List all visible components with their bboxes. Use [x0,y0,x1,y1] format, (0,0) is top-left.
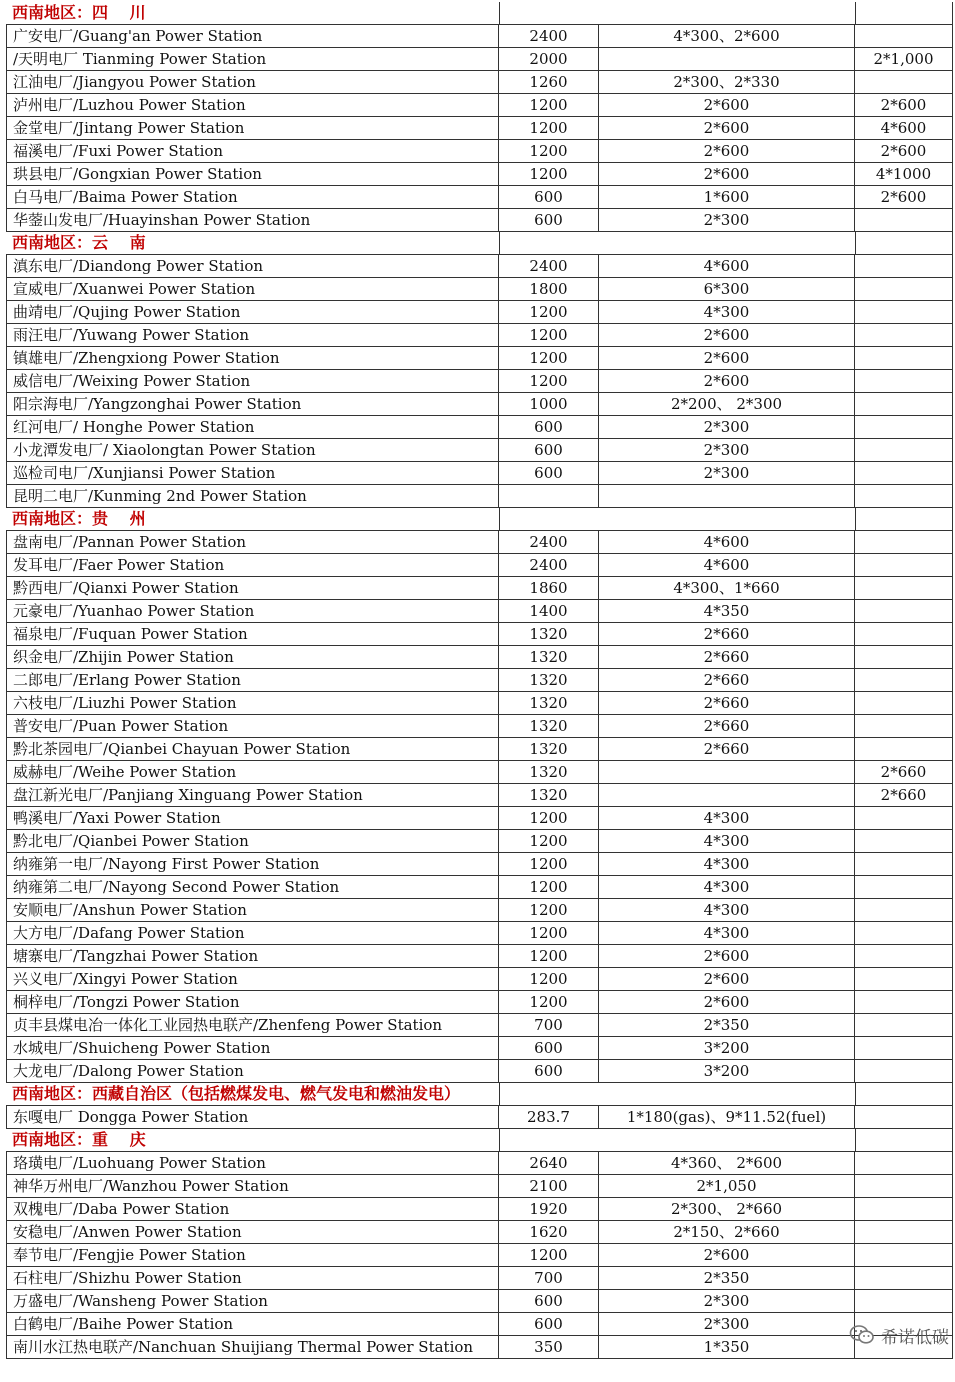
capacity-cell: 1200 [499,301,599,323]
unit-config-cell: 2*350 [599,1014,855,1036]
station-name-cell: 纳雍第二电厂/Nayong Second Power Station [6,876,499,898]
table-row [6,416,953,439]
table-row [6,186,953,209]
table-row [6,209,953,232]
table-row [6,761,953,784]
planned-units-cell [855,209,953,231]
planned-units-cell: 2*660 [855,761,953,783]
table-row [6,255,953,278]
unit-config-cell [599,485,855,507]
capacity-cell: 1200 [499,945,599,967]
station-name-cell: 双槐电厂/Daba Power Station [6,1198,499,1220]
table-row [6,48,953,71]
capacity-cell: 1200 [499,899,599,921]
station-name-cell: 昆明二电厂/Kunming 2nd Power Station [6,485,499,507]
capacity-cell: 1320 [499,784,599,806]
table-row [6,301,953,324]
planned-units-cell [855,577,953,599]
capacity-cell: 1320 [499,715,599,737]
unit-config-cell: 2*600 [599,140,855,162]
station-name-cell: 黔北茶园电厂/Qianbei Chayuan Power Station [6,738,499,760]
section-title: 西南地区：云 南 [12,233,146,252]
station-name-cell: 大方电厂/Dafang Power Station [6,922,499,944]
station-name-cell: 红河电厂/ Honghe Power Station [6,416,499,438]
unit-config-cell: 2*300 [599,462,855,484]
unit-config-cell: 4*600 [599,531,855,553]
capacity-cell: 350 [499,1336,599,1358]
unit-config-cell: 2*600 [599,94,855,116]
table-row [6,163,953,186]
table-row [6,1037,953,1060]
unit-config-cell: 2*660 [599,646,855,668]
unit-config-cell: 2*600 [599,945,855,967]
table-row [6,577,953,600]
planned-units-cell [855,853,953,875]
planned-units-cell [855,1198,953,1220]
capacity-cell: 1320 [499,623,599,645]
unit-config-cell: 2*600 [599,968,855,990]
station-name-cell: 盘江新光电厂/Panjiang Xinguang Power Station [6,784,499,806]
table-row [6,324,953,347]
station-name-cell: 珞璜电厂/Luohuang Power Station [6,1152,499,1174]
capacity-cell: 600 [499,462,599,484]
table-row [6,117,953,140]
planned-units-cell [855,439,953,461]
unit-config-cell: 2*350 [599,1267,855,1289]
capacity-cell: 1320 [499,738,599,760]
station-name-cell: 水城电厂/Shuicheng Power Station [6,1037,499,1059]
table-row [6,485,953,508]
station-name-cell: 普安电厂/Puan Power Station [6,715,499,737]
unit-config-cell: 2*660 [599,715,855,737]
section-title: 西南地区：四 川 [12,3,146,22]
capacity-cell: 1200 [499,1244,599,1266]
capacity-cell: 2400 [499,531,599,553]
capacity-cell: 1320 [499,669,599,691]
station-name-cell: 奉节电厂/Fengjie Power Station [6,1244,499,1266]
capacity-cell: 1200 [499,140,599,162]
section-header [6,1083,953,1106]
station-name-cell: 兴义电厂/Xingyi Power Station [6,968,499,990]
unit-config-cell: 4*300、1*660 [599,577,855,599]
section-header [6,508,953,531]
station-name-cell: 六枝电厂/Liuzhi Power Station [6,692,499,714]
table-row [6,439,953,462]
station-name-cell: 宣威电厂/Xuanwei Power Station [6,278,499,300]
column-divider [499,232,500,254]
unit-config-cell: 2*300 [599,439,855,461]
capacity-cell [499,485,599,507]
planned-units-cell [855,1014,953,1036]
station-name-cell: 泸州电厂/Luzhou Power Station [6,94,499,116]
column-divider [952,2,953,24]
planned-units-cell: 2*1,000 [855,48,953,70]
table-row [6,278,953,301]
table-row [6,1152,953,1175]
unit-config-cell: 2*300 [599,416,855,438]
column-divider [952,1083,953,1105]
wechat-icon [849,1324,875,1346]
capacity-cell: 1200 [499,853,599,875]
station-name-cell: 小龙潭发电厂/ Xiaolongtan Power Station [6,439,499,461]
planned-units-cell [855,1106,953,1128]
capacity-cell: 2100 [499,1175,599,1197]
unit-config-cell: 4*300 [599,830,855,852]
section-title: 西南地区：贵 州 [12,509,146,528]
table-row [6,1244,953,1267]
planned-units-cell: 2*600 [855,94,953,116]
capacity-cell: 700 [499,1267,599,1289]
capacity-cell: 283.7 [499,1106,599,1128]
planned-units-cell: 4*1000 [855,163,953,185]
unit-config-cell: 4*360、 2*600 [599,1152,855,1174]
capacity-cell: 1200 [499,324,599,346]
column-divider [855,232,856,254]
table-row [6,945,953,968]
table-row [6,876,953,899]
section-header [6,2,953,25]
unit-config-cell: 4*300、2*600 [599,25,855,47]
capacity-cell: 1200 [499,830,599,852]
station-name-cell: 神华万州电厂/Wanzhou Power Station [6,1175,499,1197]
capacity-cell: 1200 [499,807,599,829]
planned-units-cell [855,347,953,369]
planned-units-cell: 2*600 [855,140,953,162]
capacity-cell: 600 [499,1060,599,1082]
column-divider [855,2,856,24]
planned-units-cell [855,692,953,714]
planned-units-cell [855,531,953,553]
watermark [849,1322,949,1348]
capacity-cell: 1320 [499,646,599,668]
table-row [6,531,953,554]
table-row [6,646,953,669]
planned-units-cell [855,876,953,898]
section-header [6,232,953,255]
table-row [6,807,953,830]
planned-units-cell [855,71,953,93]
station-name-cell: 滇东电厂/Diandong Power Station [6,255,499,277]
column-divider [499,508,500,530]
station-name-cell: 纳雍第一电厂/Nayong First Power Station [6,853,499,875]
planned-units-cell [855,968,953,990]
station-name-cell: 南川水江热电联产/Nanchuan Shuijiang Thermal Power Station [6,1336,499,1358]
watermark-text: 希诺低碳 [881,1327,949,1348]
table-row [6,347,953,370]
capacity-cell: 1200 [499,347,599,369]
power-station-table [6,2,953,1359]
planned-units-cell [855,1037,953,1059]
station-name-cell: 鸭溪电厂/Yaxi Power Station [6,807,499,829]
unit-config-cell: 4*600 [599,255,855,277]
unit-config-cell: 2*660 [599,738,855,760]
table-row [6,462,953,485]
unit-config-cell: 2*150、2*660 [599,1221,855,1243]
unit-config-cell: 4*350 [599,600,855,622]
capacity-cell: 1200 [499,922,599,944]
planned-units-cell [855,370,953,392]
table-row [6,1290,953,1313]
capacity-cell: 1200 [499,876,599,898]
planned-units-cell [855,922,953,944]
planned-units-cell [855,393,953,415]
table-row [6,393,953,416]
unit-config-cell: 4*300 [599,301,855,323]
unit-config-cell: 2*300 [599,1290,855,1312]
table-row [6,899,953,922]
planned-units-cell: 4*600 [855,117,953,139]
capacity-cell: 700 [499,1014,599,1036]
station-name-cell: 金堂电厂/Jintang Power Station [6,117,499,139]
unit-config-cell: 2*300、 2*660 [599,1198,855,1220]
planned-units-cell [855,623,953,645]
station-name-cell: 黔西电厂/Qianxi Power Station [6,577,499,599]
station-name-cell: 福溪电厂/Fuxi Power Station [6,140,499,162]
unit-config-cell: 2*660 [599,669,855,691]
planned-units-cell [855,1175,953,1197]
unit-config-cell: 2*200、 2*300 [599,393,855,415]
planned-units-cell: 2*660 [855,784,953,806]
table-row [6,600,953,623]
unit-config-cell [599,761,855,783]
capacity-cell: 1800 [499,278,599,300]
capacity-cell: 1200 [499,370,599,392]
column-divider [499,1129,500,1151]
capacity-cell: 1200 [499,94,599,116]
capacity-cell: 1920 [499,1198,599,1220]
station-name-cell: 盘南电厂/Pannan Power Station [6,531,499,553]
table-row [6,830,953,853]
planned-units-cell [855,738,953,760]
table-row [6,1267,953,1290]
column-divider [855,1083,856,1105]
planned-units-cell [855,899,953,921]
station-name-cell: 广安电厂/Guang'an Power Station [6,25,499,47]
station-name-cell: 威信电厂/Weixing Power Station [6,370,499,392]
table-row [6,1221,953,1244]
capacity-cell: 600 [499,186,599,208]
column-divider [952,508,953,530]
table-row [6,554,953,577]
capacity-cell: 1320 [499,692,599,714]
unit-config-cell: 2*600 [599,324,855,346]
station-name-cell: 二郎电厂/Erlang Power Station [6,669,499,691]
column-divider [499,2,500,24]
planned-units-cell [855,991,953,1013]
column-divider [855,1129,856,1151]
planned-units-cell [855,554,953,576]
station-name-cell: 雨汪电厂/Yuwang Power Station [6,324,499,346]
station-name-cell: 珙县电厂/Gongxian Power Station [6,163,499,185]
unit-config-cell: 6*300 [599,278,855,300]
unit-config-cell: 1*350 [599,1336,855,1358]
table-row [6,25,953,48]
unit-config-cell: 2*660 [599,692,855,714]
station-name-cell: 华蓥山发电厂/Huayinshan Power Station [6,209,499,231]
station-name-cell: 东嘎电厂 Dongga Power Station [6,1106,499,1128]
unit-config-cell: 2*600 [599,370,855,392]
station-name-cell: 石柱电厂/Shizhu Power Station [6,1267,499,1289]
table-row [6,1060,953,1083]
unit-config-cell: 2*300 [599,1313,855,1335]
capacity-cell: 1200 [499,968,599,990]
unit-config-cell: 4*300 [599,876,855,898]
capacity-cell: 2640 [499,1152,599,1174]
station-name-cell: 贞丰县煤电冶一体化工业园热电联产/Zhenfeng Power Station [6,1014,499,1036]
unit-config-cell: 1*180(gas)、9*11.52(fuel) [599,1106,855,1128]
capacity-cell: 1200 [499,991,599,1013]
station-name-cell: 江油电厂/Jiangyou Power Station [6,71,499,93]
capacity-cell: 1260 [499,71,599,93]
station-name-cell: 大龙电厂/Dalong Power Station [6,1060,499,1082]
table-row [6,623,953,646]
planned-units-cell [855,945,953,967]
unit-config-cell: 3*200 [599,1060,855,1082]
capacity-cell: 600 [499,1290,599,1312]
capacity-cell: 2000 [499,48,599,70]
capacity-cell: 1200 [499,117,599,139]
unit-config-cell: 2*600 [599,347,855,369]
capacity-cell: 600 [499,1037,599,1059]
column-divider [499,1083,500,1105]
unit-config-cell: 2*300 [599,209,855,231]
unit-config-cell: 4*300 [599,807,855,829]
planned-units-cell [855,255,953,277]
planned-units-cell [855,669,953,691]
station-name-cell: 白马电厂/Baima Power Station [6,186,499,208]
column-divider [952,232,953,254]
station-name-cell: 万盛电厂/Wansheng Power Station [6,1290,499,1312]
capacity-cell: 600 [499,439,599,461]
unit-config-cell: 2*600 [599,991,855,1013]
column-divider [855,508,856,530]
section-header [6,1129,953,1152]
capacity-cell: 1620 [499,1221,599,1243]
planned-units-cell [855,301,953,323]
planned-units-cell [855,715,953,737]
unit-config-cell: 2*600 [599,1244,855,1266]
table-row [6,669,953,692]
planned-units-cell [855,25,953,47]
unit-config-cell: 2*300、2*330 [599,71,855,93]
unit-config-cell: 1*600 [599,186,855,208]
unit-config-cell: 4*300 [599,899,855,921]
capacity-cell: 1400 [499,600,599,622]
unit-config-cell: 4*300 [599,922,855,944]
station-name-cell: 曲靖电厂/Qujing Power Station [6,301,499,323]
unit-config-cell: 4*300 [599,853,855,875]
table-row [6,784,953,807]
capacity-cell: 600 [499,1313,599,1335]
station-name-cell: 元豪电厂/Yuanhao Power Station [6,600,499,622]
planned-units-cell [855,1152,953,1174]
station-name-cell: 镇雄电厂/Zhengxiong Power Station [6,347,499,369]
unit-config-cell: 3*200 [599,1037,855,1059]
station-name-cell: 发耳电厂/Faer Power Station [6,554,499,576]
planned-units-cell [855,278,953,300]
table-row [6,715,953,738]
table-row [6,991,953,1014]
station-name-cell: 织金电厂/Zhijin Power Station [6,646,499,668]
table-row [6,1336,953,1359]
capacity-cell: 2400 [499,25,599,47]
table-row [6,140,953,163]
planned-units-cell [855,416,953,438]
table-row [6,738,953,761]
planned-units-cell: 2*600 [855,186,953,208]
table-row [6,968,953,991]
capacity-cell: 1200 [499,163,599,185]
planned-units-cell [855,830,953,852]
capacity-cell: 600 [499,416,599,438]
station-name-cell: 威赫电厂/Weihe Power Station [6,761,499,783]
station-name-cell: /天明电厂 Tianming Power Station [6,48,499,70]
station-name-cell: 桐梓电厂/Tongzi Power Station [6,991,499,1013]
table-row [6,370,953,393]
planned-units-cell [855,1060,953,1082]
planned-units-cell [855,1244,953,1266]
station-name-cell: 福泉电厂/Fuquan Power Station [6,623,499,645]
table-row [6,853,953,876]
planned-units-cell [855,1267,953,1289]
table-row [6,1175,953,1198]
planned-units-cell [855,462,953,484]
unit-config-cell [599,784,855,806]
station-name-cell: 阳宗海电厂/Yangzonghai Power Station [6,393,499,415]
capacity-cell: 2400 [499,255,599,277]
planned-units-cell [855,1290,953,1312]
capacity-cell: 1860 [499,577,599,599]
station-name-cell: 巡检司电厂/Xunjiansi Power Station [6,462,499,484]
table-row [6,94,953,117]
station-name-cell: 安顺电厂/Anshun Power Station [6,899,499,921]
unit-config-cell: 4*600 [599,554,855,576]
table-row [6,922,953,945]
section-title: 西南地区：重 庆 [12,1130,146,1149]
capacity-cell: 2400 [499,554,599,576]
table-row [6,1198,953,1221]
table-row [6,71,953,94]
unit-config-cell: 2*660 [599,623,855,645]
unit-config-cell: 2*1,050 [599,1175,855,1197]
table-row [6,1106,953,1129]
unit-config-cell [599,48,855,70]
planned-units-cell [855,807,953,829]
station-name-cell: 安稳电厂/Anwen Power Station [6,1221,499,1243]
table-row [6,692,953,715]
column-divider [952,1129,953,1151]
station-name-cell: 塘寨电厂/Tangzhai Power Station [6,945,499,967]
table-row [6,1014,953,1037]
planned-units-cell [855,485,953,507]
unit-config-cell: 2*600 [599,117,855,139]
capacity-cell: 1000 [499,393,599,415]
capacity-cell: 1320 [499,761,599,783]
planned-units-cell [855,646,953,668]
station-name-cell: 白鹤电厂/Baihe Power Station [6,1313,499,1335]
table-row [6,1313,953,1336]
capacity-cell: 600 [499,209,599,231]
planned-units-cell [855,600,953,622]
planned-units-cell [855,1221,953,1243]
unit-config-cell: 2*600 [599,163,855,185]
section-title: 西南地区：西藏自治区（包括燃煤发电、燃气发电和燃油发电） [12,1084,461,1103]
planned-units-cell [855,324,953,346]
station-name-cell: 黔北电厂/Qianbei Power Station [6,830,499,852]
